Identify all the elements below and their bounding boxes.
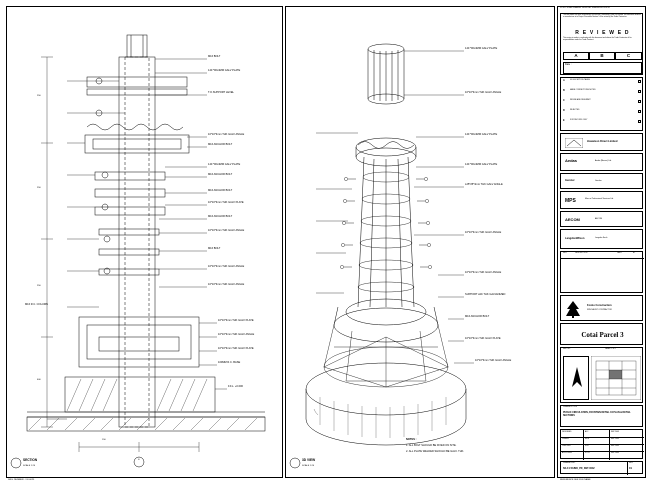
approval-row-1-desc: MAKE CORRECTIONS NOTED [570,89,596,91]
company-row-4 [560,211,643,227]
left-annotation-8: 10*10*3mm THK GALV PLATE [208,201,244,204]
title-block [557,6,646,478]
company-5-name: LangdonWilson [565,237,585,240]
iso-note-0: 1. ALL BOLT SHOULD BE FIXED ON SITE. [406,444,457,447]
key-plan-block [560,347,643,403]
iso-view-panel [285,6,555,478]
north-arrow-icon [571,367,583,389]
project-title: Cotai Parcel 3 [581,331,624,339]
left-dim-1: 250 [37,187,41,189]
company-4-role: AECOM [595,218,602,220]
review-stamp [560,13,643,75]
footer-right-text: REFERENCE SEE FILE NAME [560,479,591,481]
left-annotation-4: M16 ANCHOR BOLT [208,143,233,146]
review-note: This review is made in conformity with this document and relieve the Trade Contractor of his responsibilities under the Trade Contract. [563,37,632,41]
left-annotation-12: 10*10*3mm THK GALV ANGLE [208,265,245,268]
approval-check-0[interactable] [638,80,641,83]
iso-annotation-1: 10*10*3mm THK GALV ANGLE [465,91,502,94]
sheet-top-note: DO NOT SCALE DRAWING. VERIFY ALL DIMENSIONS ON SITE [560,7,610,9]
approval-check-4[interactable] [638,120,641,123]
left-dim-0: 250 [37,95,41,97]
iso-annotation-2: 140 *90x4MM GALV PLATE [465,133,498,136]
revision-header-rev: REV [563,252,567,254]
drawing-title: PUBLIC CIRCULATION, FOUNTAIN DETAIL 04 PLAN & DETAIL SECTIONS [563,412,631,417]
company-row-0 [560,133,643,151]
left-view-panel [6,6,283,478]
sig-row-2-key: CHECKED [562,445,571,447]
review-title: R E V I E W E D [575,30,630,36]
approval-row-2-code: C [563,99,565,102]
section-drawing [7,7,280,475]
footer-left-text: DRG. NUMBER : 2-F-0025 [8,479,35,481]
company-3-role: Marcus Professional Services Ltd. [585,198,614,200]
sig-row-3-val: N.T.S. [585,452,590,454]
rev-label: REV. [629,462,634,464]
review-col-b-label: B [600,53,604,58]
company-2-role: Gensler [595,180,602,182]
sig-row-2-val: KJH [585,445,589,447]
company-row-3 [560,191,643,209]
sig-row-3-key: APPROVED [562,452,572,454]
sig-row-1-val: MCB [585,438,589,440]
sig-row-3-date: SEP 2009 [611,452,620,454]
iso-annotation-4: L25*25*3mm THK GALV ANGLE [465,183,503,186]
drawing-no: SK-F-FOUND_PD_DET-0002 [563,467,595,470]
company-0-name: Howatson Direct Limited [587,140,618,143]
signature-table [560,429,643,459]
company-1-role: Aedas (Macau) Ltd. [595,160,612,162]
review-date-label: Date : [565,63,572,66]
revision-header-date: DATE [617,252,622,254]
iso-view-title: 3D VIEW [302,458,316,462]
iso-annotation-6: 10*10*3mm THK GALV ANGLE [465,271,502,274]
approval-row-4-desc: FOR RECORD ONLY [570,119,588,121]
iso-drawing [286,7,552,475]
left-annotation-20: 100MM R.C. BASE [218,361,241,364]
left-annotation-7: M16 ANCHOR BOLT [208,189,233,192]
company-2-name: Gensler [565,179,575,182]
left-annotation-6: M16 ANCHOR BOLT [208,173,233,176]
left-annotation-0: M16 BOLT [208,55,221,58]
contractor-block [560,295,643,321]
review-col-c-label: C [626,53,631,58]
iso-annotation-9: 10*10*3mm THK GALV PLATE [465,337,501,340]
approval-row-0-desc: NO EXCEPTION TAKEN [570,79,590,81]
iso-annotation-7: SUPPORT with THK GALVANIZED [465,293,506,296]
drawing-title-label: DRAWING TITLE [563,406,577,408]
company-3-name: MPS [565,198,576,204]
approval-row-3-code: D [563,109,565,112]
approval-row-4-code: E [563,119,565,122]
left-annotation-5: 140 *90x4MM GALV PLATE [208,163,241,166]
iso-annotation-8: M16 ANCHOR BOLT [465,315,490,318]
company-row-5 [560,229,643,249]
review-col-a-label: A [574,53,578,58]
left-annotation-10: 10*10*3mm THK GALV ANGLE [208,229,245,232]
left-annotation-11: M16 BOLT [208,247,221,250]
revision-header-by: BY [633,252,636,254]
key-plan-ref: PANEL 1 of 2 [605,348,616,350]
left-annotation-16: M16 R.C. COLUMN [25,303,48,306]
left-annotation-3: 10*10*3mm THK GALV ANGLE [208,133,245,136]
approval-row-1-code: B [563,89,565,92]
rev-value: 01 [629,467,632,470]
left-annotation-2: T.O.SUPPORT LEVEL [208,91,234,94]
left-annotation-21: F.F.L. +0.000 [228,385,243,388]
left-annotation-13: 10*10*3mm THK GALV ANGLE [208,283,245,286]
approval-check-2[interactable] [638,100,641,103]
iso-view-scale: SCALE 1:20 [302,465,315,467]
drawing-title-block [560,405,643,427]
project-name-block [560,323,643,345]
iso-annotation-10: 10*10*3mm THK GALV ANGLE [475,359,512,362]
company-5-role: Langdon Seah [595,237,608,239]
sig-row-1-date: SEP 2009 [611,438,620,440]
drawing-number-block [560,461,643,474]
tree-logo-icon [565,300,581,318]
company-1-name: Aedas [565,158,578,163]
left-view-scale: SCALE 1:20 [23,465,36,467]
approval-check-3[interactable] [638,110,641,113]
approval-row-2-desc: REVISE AND RESUBMIT [570,99,591,101]
company-row-1 [560,153,643,171]
contractor-sub: SPECIALIST CONTRACTOR [587,309,612,311]
contractor-name: Fosbo Construction [587,304,612,307]
left-view-title: SECTION [23,458,38,462]
review-date-row [563,62,642,74]
company-4-name: AECOM [565,217,580,222]
company-row-2 [560,173,643,189]
left-annotation-18: 10*10*3mm THK GALV ANGLE [218,333,255,336]
key-plan-ref-label: REF. NO. [563,348,571,350]
north-arrow-box [563,356,589,400]
left-annotation-17: 10*10*3mm THK GALV PLATE [218,319,254,322]
key-plan-thumbnail [591,356,641,400]
sig-row-1-key: DRAWN [562,438,569,440]
sig-row-0-val: AJC [585,431,589,433]
left-dim-2: 250 [37,285,41,287]
iso-annotation-3: 140 *90x4MM GALV PLATE [465,163,498,166]
iso-note-1: 2. ALL PLATE WELDED SHOULD BE GALV. THK. [406,450,465,453]
left-annotation-9: M16 ANCHOR BOLT [208,215,233,218]
review-intro: This document has been reviewed by the relevant Consultant(s) and is accepted. No fabrication ordered or manufacture is to Project Procedure Section 5.4 for action by the Trade Contractor. [563,14,641,18]
drawing-no-label: DRAWING NO. [563,462,576,464]
left-annotation-19: 10*10*3mm THK GALV PLATE [218,347,254,350]
approval-row-0-code: A [563,79,565,82]
approval-check-1[interactable] [638,90,641,93]
iso-annotation-0: 140 *90x4MM GALV PLATE [465,47,498,50]
revision-table [560,251,643,293]
iso-notes-title: NOTES : [406,438,417,441]
left-annotation-1: 140 *90x4MM GALV PLATE [208,69,241,72]
approval-list [560,77,643,131]
sig-row-0-key: DESIGNED [562,431,572,433]
revision-header-desc: DESCRIPTION [575,252,588,254]
left-dim-4: 150 [102,439,106,441]
iso-annotation-5: 10*10*3mm THK GALV ANGLE [465,231,502,234]
approval-row-3-desc: REJECTED [570,109,580,111]
sig-row-0-date: SEP 2009 [611,431,620,433]
grid-bubble-label: E [138,459,140,461]
sig-row-2-date: SEP 2009 [611,445,620,447]
left-dim-3: 600 [37,379,41,381]
